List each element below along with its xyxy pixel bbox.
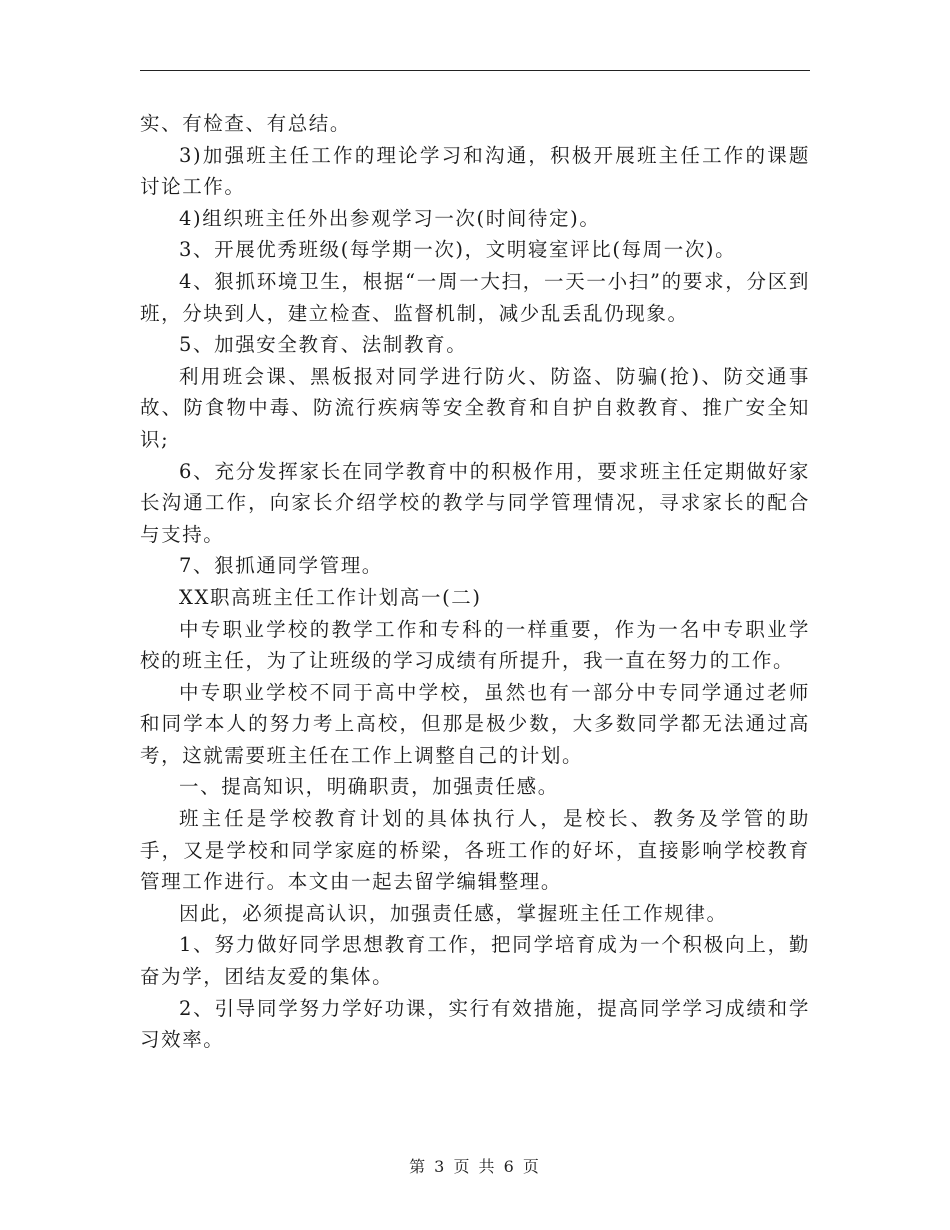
paragraph: 4)组织班主任外出参观学习一次(时间待定)。 xyxy=(179,206,601,230)
paragraph: 2、引导同学努力学好功课，实行有效措施，提高同学学习成绩和学习效率。 xyxy=(140,996,810,1052)
document-body xyxy=(140,108,810,1056)
paragraph: 一、提高知识，明确职责，加强责任感。 xyxy=(179,775,559,799)
paragraph: 利用班会课、黑板报对同学进行防火、防盗、防骗(抢)、防交通事故、防食物中毒、防流行疾病等安全教育和自护自救教育、推广安全知识; xyxy=(140,364,810,451)
paragraph: 实、有检查、有总结。 xyxy=(140,112,352,135)
page-number-footer: 第 3 页 共 6 页 xyxy=(409,1157,541,1176)
paragraph: 班主任是学校教育计划的具体执行人，是校长、教务及学管的助手，又是学校和同学家庭的桥梁，各班工作的好坏，直接影响学校教育管理工作进行。本文由一起去留学编辑整理。 xyxy=(140,807,810,894)
paragraph: 中专职业学校不同于高中学校，虽然也有一部分中专同学通过老师和同学本人的努力考上高校，但那是极少数，大多数同学都无法通过高考，这就需要班主任在工作上调整自己的计划。 xyxy=(140,680,810,767)
paragraph: 7、狠抓通同学管理。 xyxy=(179,554,383,578)
paragraph: 3、开展优秀班级(每学期一次)，文明寝室评比(每周一次)。 xyxy=(179,238,737,262)
paragraph: 1、努力做好同学思想教育工作，把同学培育成为一个积极向上，勤奋为学，团结友爱的集体。 xyxy=(140,933,810,989)
paragraph: 3)加强班主任工作的理论学习和沟通，积极开展班主任工作的课题讨论工作。 xyxy=(140,143,810,199)
paragraph: 6、充分发挥家长在同学教育中的积极作用，要求班主任定期做好家长沟通工作，向家长介绍学校的教学与同学管理情况，寻求家长的配合与支持。 xyxy=(140,459,810,546)
section-heading: XX职高班主任工作计划高一(二) xyxy=(179,585,482,609)
paragraph: 因此，必须提高认识，加强责任感，掌握班主任工作规律。 xyxy=(179,901,728,925)
paragraph: 中专职业学校的教学工作和专科的一样重要，作为一名中专职业学校的班主任，为了让班级的学习成绩有所提升，我一直在努力的工作。 xyxy=(140,617,810,673)
paragraph: 4、狠抓环境卫生，根据“一周一大扫，一天一小扫”的要求，分区到班，分块到人，建立检查、监督机制，减少乱丢乱仍现象。 xyxy=(140,269,810,325)
header-rule xyxy=(140,70,810,71)
paragraph: 5、加强安全教育、法制教育。 xyxy=(179,333,468,357)
